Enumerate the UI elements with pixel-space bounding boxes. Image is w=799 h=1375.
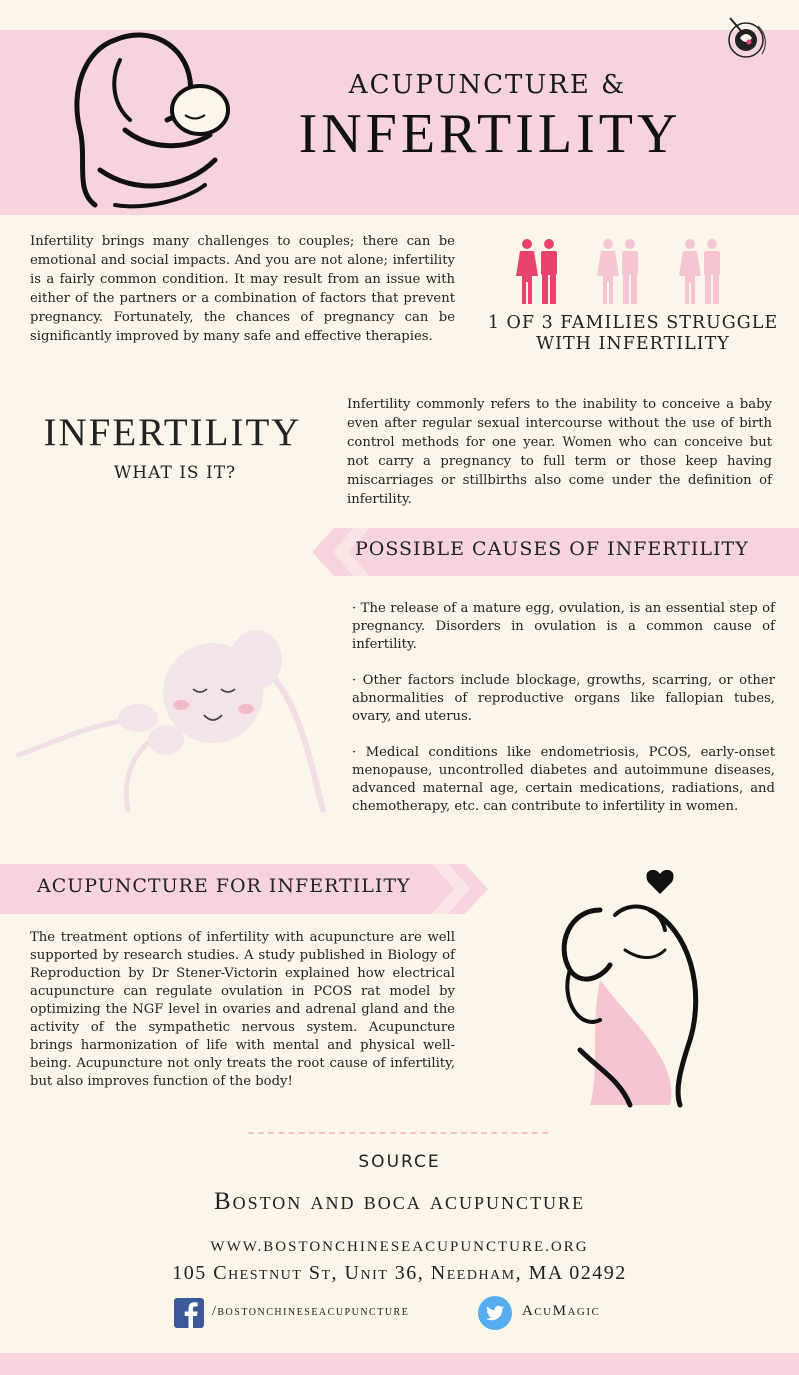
definition-title: INFERTILITY — [43, 411, 302, 454]
twitter-icon[interactable] — [478, 1296, 512, 1330]
sperm-egg-illustration — [8, 615, 338, 815]
definition-subtitle: WHAT IS IT? — [113, 463, 237, 483]
title-prefix: ACUPUNCTURE & — [348, 70, 627, 100]
facebook-handle-link[interactable]: /bostonchineseacupuncture — [212, 1304, 410, 1319]
parent-child-illustration — [530, 870, 720, 1110]
source-name: Boston and boca acupuncture — [213, 1188, 586, 1215]
cause-item: · Medical conditions like endometriosis, PCOS, early-onset menopause, uncontrolled diabetes and autoimmune diseases, advanced maternal age, certain medications, radiations, and chemotherapy, etc. can contribute to infertility in women. — [352, 745, 775, 814]
definition-paragraph: Infertility commonly refers to the inability to conceive a baby even after regular sexual intercourse without the use of birth control methods for one year. Women who can conceive but not carry a pregnancy to full term or those keep having miscarriages or stillbirths also come under the definition of infertility. — [347, 397, 772, 507]
section-divider — [248, 1132, 548, 1134]
twitter-handle-link[interactable]: AcuMagic — [522, 1303, 601, 1319]
family-figures-icon — [515, 238, 775, 308]
intro-paragraph: Infertility brings many challenges to couples; there can be emotional and social impacts. And you are not alone; infertility is a fairly common condition. It may result from an issue with either of the partners or a combination of factors that prevent pregnancy. Fortunately, the chances of pregnancy can be significantly improved by many safe and effective therapies. — [30, 234, 455, 344]
source-label: SOURCE — [358, 1152, 441, 1172]
source-url-link[interactable]: WWW.BOSTONCHINESEACUPUNCTURE.ORG — [210, 1239, 589, 1255]
cause-item: · Other factors include blockage, growths, scarring, or other abnormalities of reproductive organs like fallopian tubes, ovary, and uterus. — [352, 673, 775, 724]
cause-item: · The release of a mature egg, ovulation, is an essential step of pregnancy. Disorders in ovulation is a common cause of infertility. — [352, 601, 775, 652]
family-statistic: 1 OF 3 FAMILIES STRUGGLE WITH INFERTILITY — [487, 313, 779, 354]
acupuncture-heading: ACUPUNCTURE FOR INFERTILITY — [37, 875, 411, 897]
brand-logo-icon — [718, 8, 778, 68]
acupuncture-paragraph: The treatment options of infertility with acupuncture are well supported by research studies. A study published in Biology of Reproduction by Dr Stener-Victorin explained how electrical acupuncture can regulate ovulation in PCOS rat model by optimizing the NGF level in ovaries and adrenal gland and the activity of the sympathetic nervous system. Acupuncture brings harmonization of life with mental and physical well-being. Acupuncture not only treats the root cause of infertility, but also improves function of the body! — [30, 930, 455, 1089]
source-address: 105 Chestnut St, Unit 36, Needham, MA 02492 — [172, 1262, 627, 1284]
page-title: INFERTILITY — [298, 103, 682, 165]
causes-heading: POSSIBLE CAUSES OF INFERTILITY — [355, 538, 749, 560]
facebook-icon[interactable] — [174, 1298, 204, 1328]
footer-band — [0, 1353, 799, 1375]
mother-baby-illustration — [55, 20, 245, 215]
causes-list — [352, 600, 775, 834]
